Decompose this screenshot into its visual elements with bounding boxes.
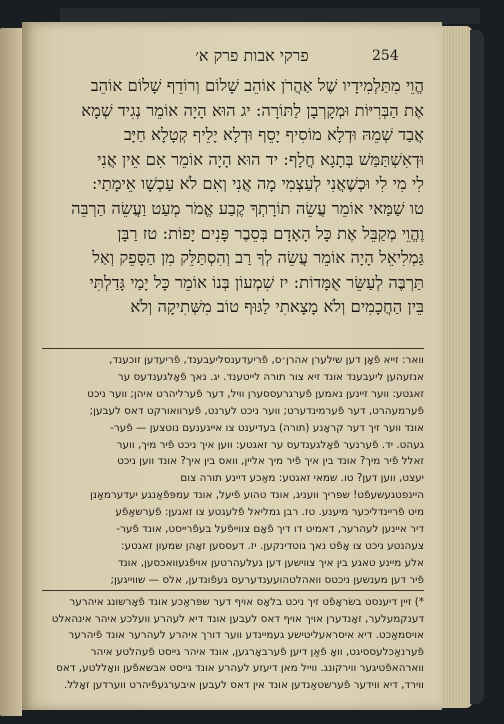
footnote-line: ווארהאפֿטיגער ווירקונג. ווייל מאן דיעזע לעהרע אונד גייסט אבשאפֿען וואָללטע, דאס [56, 662, 424, 674]
commentary-line: דיר איינען לעהרער, דאמיט דו דיך פֿאָם צווייפֿעל בעפֿרייסט, אונד פֿער- [116, 523, 424, 536]
footnote-line: ווירד, דיא ווידער פֿערשטאַנדען אונד אין דאס לעבען איבערגעפֿיהרט ווערדען זאָלל. [63, 678, 424, 691]
footnote-line: דענקמעלער, זאָנדערן אויך אויף דאס לעבען אונד דיא לעהרע וועלכע איהר אינהאלט [51, 612, 424, 625]
running-title: פרקי אבות פרק א׳ [195, 46, 309, 65]
main-text-line: טו שַׁמַּאי אוֹמֵר עֲשֵׂה תוֹרָתְךָ קֶבַע אֱמֹר מְעַט וַעֲשֵׂה הַרְבֵּה [71, 198, 424, 218]
page-number: 254 [372, 48, 399, 64]
commentary-line: זאלל פֿיר מיך? אונד בין איך פֿיר מיך אליין, וואס בין איך? אונד ווען ניכט [117, 455, 424, 468]
section-divider [42, 348, 424, 349]
main-text-line: אֲבַד שְׁמֵהּ וּדְלָא מוֹסִיף יָסֵף וּדְלָא יָלֵיף קְטָלָא חַיָּב [123, 125, 424, 145]
main-text-line: וֶהֱוֵי מְקַבֵּל אֶת כָּל הָאָדָם בְּסֵבֶר פָּנִים יָפוֹת: טז רַבָּן [117, 223, 424, 243]
main-text-line: אֶת הַבְּרִיּוֹת וּמְקָרְבָן לַתּוֹרָה: יג הוּא הָיָה אוֹמֵר נְגִיד שְׁמָא [81, 100, 424, 120]
page-block-edges [442, 26, 472, 708]
commentary-line: מיט פֿריינדליכער מיענע. טז. רבן גמליאל פֿלעגטע צו זאגען: פֿערשאַפֿע [115, 506, 424, 519]
commentary-line: זאגטע: ווער זיינען נאמען פֿערגרעססערן וויל, דער פֿערליהרט איהן; ווער ניכט [87, 387, 424, 400]
footnote-text [42, 594, 424, 693]
commentary-line: אלע מיינע טאגע בין איך צווישען דען געלעהרטען אויפֿגעוואכסען, אונד [117, 556, 424, 569]
commentary-line: צעהנטע ניכט צו אָפֿט נאך גוטדינקען. יז. דעססען זאָהן שמעון זאגטע: [120, 539, 424, 552]
commentary-line: היינפטגעשעפֿט! שפּריך וועניג, אונד טהוע פֿיעל, אונד עמפּפֿאַנגע יעדערמאַנן [89, 489, 424, 502]
main-text-line: הֱוֵי מִתַּלְמִידָיו שֶׁל אַהֲרֹן אוֹהֵב שָׁלוֹם וְרוֹדֵף שָׁלוֹם אוֹהֵב [90, 76, 424, 95]
commentary-line: יעצט, ווען דען? טו. שמאי זאגטע: מאַכע דיינע תורה צום [180, 472, 424, 485]
main-hebrew-text [42, 74, 424, 320]
page-header [42, 46, 422, 70]
footnote-line: אויסמאַכט. דיא איסראעליטישע געמיינדע ווער דורך איהרע לעהרער אונד פֿיהרער [68, 629, 424, 641]
book-cover-edge [470, 30, 484, 704]
main-text-line: בֵּין הַחֲכָמִים וְלֹא מָצָאתִי לַגּוּף טוֹב מִשְּׁתִיקָה וְלֹא [130, 297, 424, 317]
commentary-line: אונד ווער זיך דער קראָנע (תורה) בעדיענט צו אייגענעם נוטצען — פֿער- [110, 421, 424, 434]
book-page [22, 22, 442, 710]
commentary-text [42, 352, 424, 589]
main-text-line: לִי מִי לִי וּכְשֶׁאֲנִי לְעַצְמִי מָה אֲנִי וְאִם לֹא עַכְשָׁו אֵימָתַי: [91, 174, 424, 194]
commentary-line: פֿערמעהרט, דער פֿערמינדערט; ווער ניכט לערנט, פֿערוואורקט דאס לעבען; [89, 404, 424, 417]
commentary-line: אנזעהען ליעבענד אונד זיא צור תורה לייטענד. יג. נאך פֿאָלגענדעס ער [117, 370, 424, 383]
footnote-line: *) זיין דיענסט בשׂראָפֿט זיך ניכט בלאָס אויף דער שפּראַכע אונד פֿאָרשונג איהרער [69, 596, 424, 608]
facing-page-edge [0, 28, 22, 716]
main-text-line: גַּמְלִיאֵל הָיָה אוֹמֵר עֲשֵׂה לְךָ רַב וְהִסְתַּלֵּק מִן הַסָּפֵק וְאַל [92, 248, 424, 268]
footnote-divider [42, 590, 424, 591]
commentary-line: פֿיר דען מענשען ניכטס וואהלטהועענדערעס געפֿונדען, אלס — שווייגען; [110, 573, 424, 586]
main-text-line: תַּרְבֶּה לְעַשֵּׂר אֻמָּדוֹת: יז שִׁמְעוֹן בְּנוֹ אוֹמֵר כָּל יָמַי גָּדַלְתִּי [89, 272, 424, 292]
commentary-line: וואר: זייא פֿאָן דען שילערן אהרן׳ס, פֿריעדענסליעבענד, פֿריעדען זוכענד, [109, 354, 424, 366]
main-text-line: וּדְאִשְׁתַּמַּשׁ בְּתָגָא חֳלָף: יד הוּא הָיָה אוֹמֵר אִם אֵין אֲנִי [97, 149, 424, 169]
commentary-line: געהט. יד. פֿערנער פֿאָלגענדעס ער זאגטע: ווען איך ניכט פֿיר מיך, ווער [116, 438, 424, 451]
footnote-line: פֿערנאַכלעססיגט, וואָ פֿאַן דיען פֿערבאָרגען, אונד איהר גייסט פֿעהלטע איהר [90, 645, 424, 658]
